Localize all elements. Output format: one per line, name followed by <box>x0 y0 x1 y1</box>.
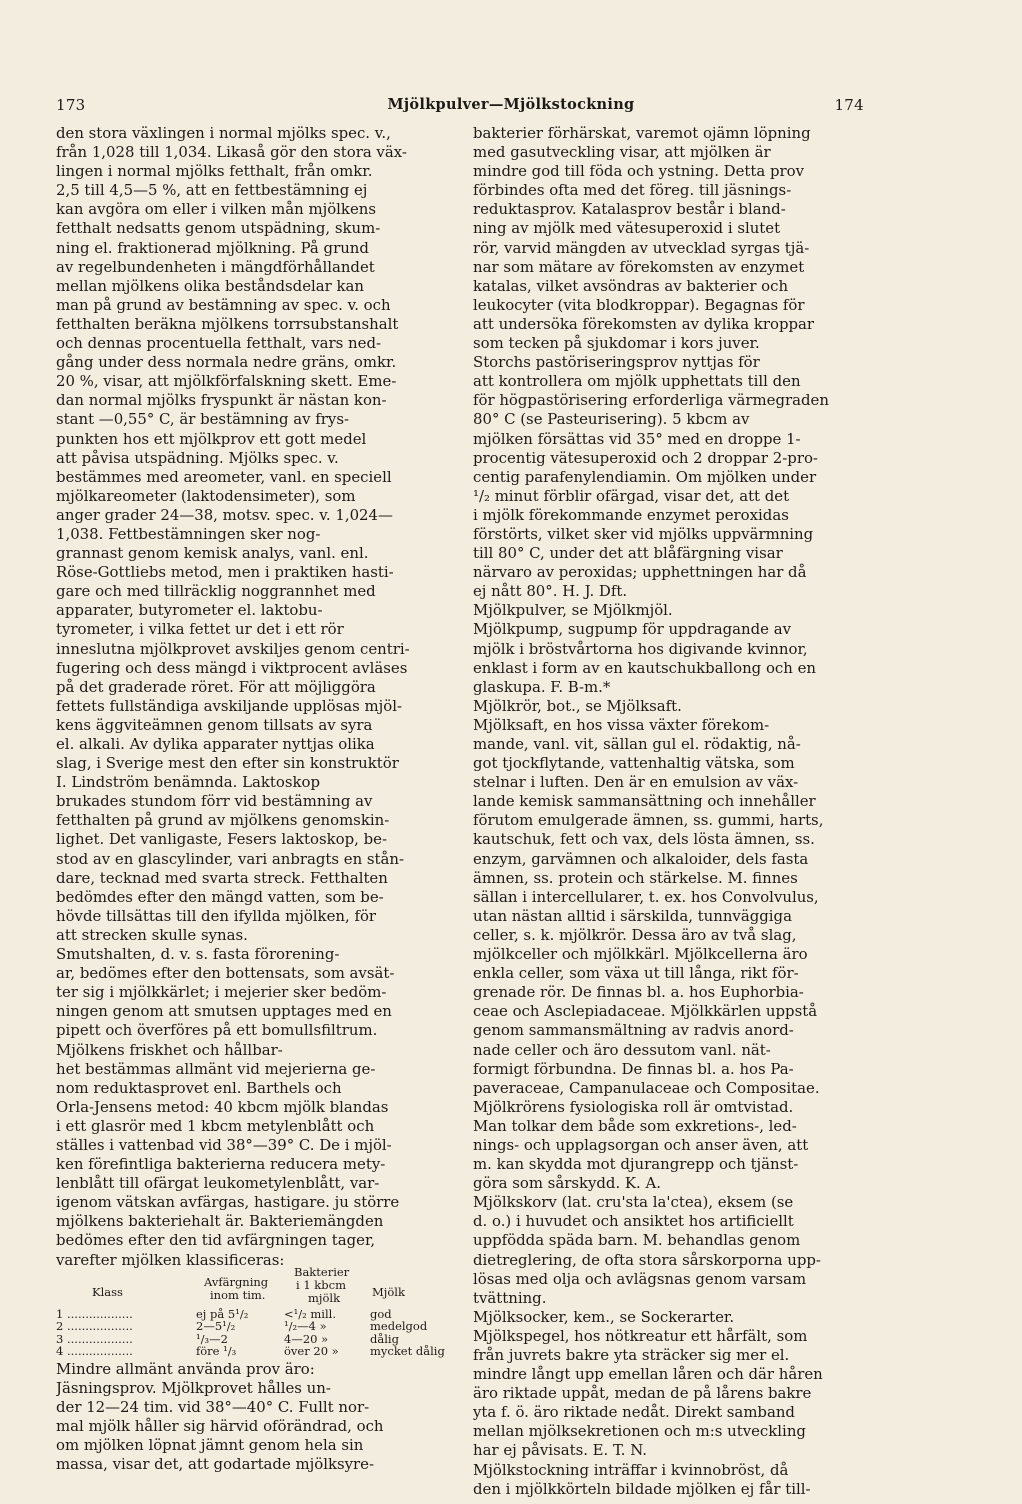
text-line: av regelbundenheten i mängdförhållandet <box>56 257 375 276</box>
text-line: mal mjölk håller sig härvid oförändrad, och <box>56 1416 384 1435</box>
text-line: varefter mjölken klassificeras: <box>56 1250 285 1269</box>
text-line: reduktasprov. Katalasprov består i bland- <box>473 200 786 219</box>
table-cell-klass: 2 .................. <box>56 1319 133 1334</box>
text-line: lenblått till ofärgat leukometylenblått, var- <box>56 1174 380 1193</box>
text-line: som tecken på sjukdomar i kors juver. <box>473 334 760 353</box>
text-line: katalas, vilket avsöndras av bakterier och <box>473 276 789 295</box>
text-line: gång under dess normala nedre gräns, omkr. <box>56 353 397 372</box>
text-line: pipett och överföres på ett bomullsfiltrum. <box>56 1021 378 1040</box>
text-line: mjölken försättas vid 35° med en droppe 1- <box>473 429 801 448</box>
table-cell-avfargning: ¹/₃—2 <box>196 1331 228 1346</box>
text-line: slag, i Sverige mest den efter sin konstruktör <box>56 754 399 773</box>
text-line: hövde tillsättas till den ifyllda mjölken, för <box>56 906 377 925</box>
text-line: d. o.) i huvudet och ansiktet hos artificiellt <box>473 1212 794 1231</box>
text-line: ter sig i mjölkkärlet; i mejerier sker bedöm- <box>56 983 387 1002</box>
text-line: fetthalten beräkna mjölkens torrsubstanshalt <box>56 314 399 333</box>
text-line: äro riktade uppåt, medan de på lårens bakre <box>473 1384 812 1403</box>
text-line: fetthalt nedsatts genom utspädning, skum- <box>56 219 381 238</box>
table-header-avfargning-1: Avfärgning <box>204 1274 269 1289</box>
text-line: brukades stundom förr vid bestämning av <box>56 792 373 811</box>
text-line: ning av mjölk med vätesuperoxid i slutet <box>473 219 781 238</box>
table-cell-bakterier: över 20 » <box>284 1344 339 1359</box>
text-line: mjölkceller och mjölkkärl. Mjölkcellerna äro <box>473 945 808 964</box>
text-line: dan normal mjölks fryspunkt är nästan kon- <box>56 391 387 410</box>
text-line: med gasutveckling visar, att mjölken är <box>473 143 771 162</box>
text-line: på det graderade röret. För att möjliggöra <box>56 677 376 696</box>
text-line: ämnen, ss. protein och stärkelse. M. finnes <box>473 868 798 887</box>
text-line: ceae och Asclepiadaceae. Mjölkkärlen uppstå <box>473 1002 818 1021</box>
text-line: utan nästan alltid i särskilda, tunnväggiga <box>473 906 792 925</box>
text-line: nom reduktasprovet enl. Barthels och <box>56 1078 342 1097</box>
text-line: nings- och upplagsorgan och anser även, att <box>473 1135 809 1154</box>
table-cell-klass: 1 .................. <box>56 1306 133 1321</box>
text-line: glaskupa. F. B-m.* <box>473 677 611 696</box>
text-line: kautschuk, fett och vax, dels lösta ämnen, ss. <box>473 830 815 849</box>
text-line: mjölkens bakteriehalt är. Bakteriemängden <box>56 1212 384 1231</box>
text-line: och dennas procentuella fetthalt, vars ned- <box>56 334 382 353</box>
text-line: apparater, butyrometer el. laktobu- <box>56 601 323 620</box>
text-line: tvättning. <box>473 1288 547 1307</box>
text-line: från juvrets bakre yta sträcker sig mer el. <box>473 1346 790 1364</box>
text-line: uppfödda späda barn. M. behandlas genom <box>473 1231 801 1250</box>
text-line: bestämmes med areometer, vanl. en speciell <box>56 467 392 486</box>
text-line: att undersöka förekomsten av dylika kroppar <box>473 314 815 333</box>
text-line: om mjölken löpnat jämnt genom hela sin <box>56 1436 364 1454</box>
text-line: mellan mjölksekretionen och m:s utveckling <box>473 1422 806 1441</box>
text-line: leukocyter (vita blodkroppar). Begagnas för <box>473 295 805 314</box>
left-column-top-text <box>56 124 452 1270</box>
text-line: m. kan skydda mot djurangrepp och tjänst- <box>473 1155 799 1174</box>
text-line: 2,5 till 4,5—5 %, att en fettbestämning ej <box>56 181 368 200</box>
text-line: dare, tecknad med svarta streck. Fetthalten <box>56 868 388 887</box>
text-line: enkla celler, som växa ut till långa, rikt för- <box>473 964 799 983</box>
text-line: att kontrollera om mjölk upphettats till den <box>473 372 801 391</box>
text-line: Storchs pastöriseringsprov nyttjas för <box>473 353 760 372</box>
text-line: att strecken skulle synas. <box>56 925 248 944</box>
text-line: Mjölkskorv (lat. cru'sta la'ctea), eksem (se <box>473 1193 794 1212</box>
text-line: Mjölkpulver, se Mjölkmjöl. <box>473 601 673 620</box>
text-line: procentig vätesuperoxid och 2 droppar 2-pro- <box>473 448 818 467</box>
text-line: nade celler och äro dessutom vanl. nät- <box>473 1040 771 1059</box>
table-cell-bakterier: ¹/₂—4 » <box>284 1319 327 1334</box>
text-line: formigt förbundna. De finnas bl. a. hos Pa- <box>473 1059 794 1078</box>
classification-table <box>56 1264 452 1359</box>
table-header-klass: Klass <box>92 1284 123 1299</box>
text-line: stant —0,55° C, är bestämning av frys- <box>56 410 350 429</box>
text-line: yta f. ö. äro riktade nedåt. Direkt samband <box>473 1403 795 1422</box>
text-line: göra som sårskydd. K. A. <box>473 1174 662 1193</box>
text-line: mindre god till föda och ystning. Detta prov <box>473 162 805 181</box>
text-line: mjölk i bröstvårtorna hos digivande kvinnor, <box>473 639 808 658</box>
table-cell-mjolk: dålig <box>370 1331 399 1346</box>
text-line: kan avgöra om eller i vilken mån mjölkens <box>56 200 377 219</box>
text-line: närvaro av peroxidas; upphettningen har då <box>473 563 807 582</box>
table-cell-klass: 4 .................. <box>56 1344 133 1359</box>
table-cell-avfargning: före ¹/₃ <box>196 1344 237 1359</box>
text-line: anger grader 24—38, motsv. spec. v. 1,024— <box>56 505 393 524</box>
table-cell-klass: 3 .................. <box>56 1331 133 1346</box>
text-line: Röse-Gottliebs metod, men i praktiken hasti- <box>56 563 394 582</box>
text-line: Mjölkpump, sugpump för uppdragande av <box>473 620 792 639</box>
text-line: Mjölkrör, bot., se Mjölksaft. <box>473 696 682 715</box>
text-line: grannast genom kemisk analys, vanl. enl. <box>56 544 369 563</box>
text-line: ningen genom att smutsen upptages med en <box>56 1002 392 1021</box>
text-line: från 1,028 till 1,034. Likaså gör den stora väx- <box>56 143 407 162</box>
text-line: för högpastörisering erforderliga värmegraden <box>473 391 829 410</box>
text-line: ar, bedömes efter den bottensats, som avsät- <box>56 964 395 983</box>
text-line: 20 %, visar, att mjölkförfalskning skett. Eme- <box>56 372 397 391</box>
table-header-mjolk: Mjölk <box>372 1284 405 1299</box>
text-line: I. Lindström benämnda. Laktoskop <box>56 773 320 792</box>
text-line: har ej påvisats. E. T. N. <box>473 1441 648 1460</box>
text-line: got tjockflytande, vattenhaltig vätska, som <box>473 754 795 773</box>
table-header-bakterier-3: mjölk <box>308 1290 341 1305</box>
page-number-left: 173 <box>56 96 86 114</box>
text-line: att påvisa utspädning. Mjölks spec. v. <box>56 448 339 467</box>
text-line: den stora växlingen i normal mjölks spec. v., <box>56 124 391 142</box>
text-line: ning el. fraktionerad mjölkning. På grund <box>56 238 369 257</box>
text-line: ken förefintliga bakterierna reducera mety- <box>56 1155 386 1174</box>
text-line: enklast i form av en kautschukballong och en <box>473 658 816 677</box>
text-line: den i mjölkkörteln bildade mjölken ej får till- <box>473 1479 811 1498</box>
text-line: der 12—24 tim. vid 38°—40° C. Fullt nor- <box>56 1397 370 1416</box>
text-line: förbindes ofta med det föreg. till jäsnings- <box>473 181 792 200</box>
text-line: mande, vanl. vit, sällan gul el. rödaktig, nå- <box>473 735 801 753</box>
text-line: ¹/₂ minut förblir ofärgad, visar det, att det <box>473 486 790 505</box>
text-line: massa, visar det, att godartade mjölksyre- <box>56 1455 375 1474</box>
table-cell-mjolk: god <box>370 1306 392 1321</box>
text-line: dietreglering, de ofta stora sårskorporna upp- <box>473 1250 821 1269</box>
table-cell-mjolk: medelgod <box>370 1319 428 1334</box>
text-line: enzym, garvämnen och alkaloider, dels fasta <box>473 849 809 868</box>
text-line: Mjölkspegel, hos nötkreatur ett hårfält, som <box>473 1326 808 1345</box>
text-line: förstörts, vilket sker vid mjölks uppvärmning <box>473 524 814 543</box>
left-column <box>56 124 452 1474</box>
text-line: i mjölk förekommande enzymet peroxidas <box>473 505 789 524</box>
left-column-bottom-text <box>56 1360 452 1475</box>
text-line: Mindre allmänt använda prov äro: <box>56 1359 315 1378</box>
text-line: bedömes efter den tid avfärgningen tager, <box>56 1231 376 1250</box>
text-line: fugering och dess mängd i viktprocent avläses <box>56 658 408 677</box>
text-line: lighet. Det vanligaste, Fesers laktoskop, be- <box>56 830 387 849</box>
text-line: Mjölkstockning inträffar i kvinnobröst, då <box>473 1460 789 1479</box>
table-row <box>56 1345 452 1358</box>
text-line: centig parafenylendiamin. Om mjölken under <box>473 467 817 486</box>
text-line: celler, s. k. mjölkrör. Dessa äro av två slag, <box>473 925 797 944</box>
text-line: kens äggviteämnen genom tillsats av syra <box>56 715 373 734</box>
text-line: bakterier förhärskat, varemot ojämn löpning <box>473 124 811 142</box>
text-line: Orla-Jensens metod: 40 kbcm mjölk blandas <box>56 1097 389 1116</box>
text-line: Mjölksocker, kem., se Sockerarter. <box>473 1307 735 1326</box>
right-column-text <box>473 124 869 1499</box>
text-line: fettets fullständiga avskiljande upplösas mjöl- <box>56 696 403 715</box>
text-line: stelnar i luften. Den är en emulsion av väx- <box>473 773 799 792</box>
text-line: till 80° C, under det att blåfärgning visar <box>473 544 783 563</box>
text-line: lösas med olja och avlägsnas genom varsam <box>473 1269 807 1288</box>
table-cell-avfargning: ej på 5¹/₂ <box>196 1306 249 1321</box>
text-line: stod av en glascylinder, vari anbragts en stån- <box>56 849 405 868</box>
text-line: ej nått 80°. H. J. Dft. <box>473 582 628 601</box>
text-line: lande kemisk sammansättning och innehåller <box>473 792 816 811</box>
text-line: el. alkali. Av dylika apparater nyttjas olika <box>56 735 375 753</box>
text-line: Mjölkens friskhet och hållbar- <box>56 1040 283 1059</box>
text-line: 80° C (se Pasteurisering). 5 kbcm av <box>473 410 750 429</box>
text-line: man på grund av bestämning av spec. v. och <box>56 295 391 314</box>
text-line: sällan i intercellularer, t. ex. hos Convolvulus, <box>473 887 819 906</box>
right-column <box>473 124 869 1499</box>
text-line: mindre långt upp emellan låren och där håren <box>473 1365 823 1384</box>
text-line: lingen i normal mjölks fetthalt, från omkr. <box>56 162 373 181</box>
running-title: Mjölkpulver—Mjölkstockning <box>387 96 635 113</box>
table-header-avfargning-2: inom tim. <box>210 1287 266 1302</box>
table-cell-bakterier: 4—20 » <box>284 1331 329 1346</box>
table-cell-avfargning: 2—5¹/₂ <box>196 1319 236 1334</box>
text-line: tyrometer, i vilka fettet ur det i ett rör <box>56 620 344 639</box>
text-line: het bestämmas allmänt vid mejerierna ge- <box>56 1059 376 1078</box>
text-line: punkten hos ett mjölkprov ett gott medel <box>56 429 367 448</box>
text-line: nar som mätare av förekomsten av enzymet <box>473 257 805 276</box>
text-line: inneslutna mjölkprovet avskiljes genom centri- <box>56 639 410 658</box>
text-line: paveraceae, Campanulaceae och Compositae. <box>473 1078 820 1097</box>
text-line: mellan mjölkens olika beståndsdelar kan <box>56 276 364 295</box>
text-line: Mjölkrörens fysiologiska roll är omtvistad. <box>473 1097 794 1116</box>
table-cell-bakterier: <¹/₂ mill. <box>284 1306 336 1321</box>
text-line: Jäsningsprov. Mjölkprovet hålles un- <box>56 1378 331 1397</box>
page-number-right: 174 <box>834 96 864 114</box>
text-line: i ett glasrör med 1 kbcm metylenblått och <box>56 1116 375 1135</box>
text-line: ställes i vattenbad vid 38°—39° C. De i mjöl- <box>56 1135 392 1154</box>
text-line: gare och med tillräcklig noggrannhet med <box>56 582 376 601</box>
table-header-bakterier-1: Bakterier <box>294 1264 350 1279</box>
text-line: fetthalten på grund av mjölkens genomskin- <box>56 811 390 830</box>
text-line: 1,038. Fettbestämningen sker nog- <box>56 524 321 543</box>
text-line: genom sammansmältning av radvis anord- <box>473 1021 794 1040</box>
text-line: Smutshalten, d. v. s. fasta förorening- <box>56 945 340 964</box>
text-line: rör, varvid mängden av utvecklad syrgas tjä- <box>473 238 810 257</box>
text-line: Man tolkar dem både som exkretions-, led- <box>473 1116 797 1135</box>
table-cell-mjolk: mycket dålig <box>370 1344 445 1359</box>
text-line: bedömdes efter den mängd vatten, som be- <box>56 887 384 906</box>
text-line: förutom emulgerade ämnen, ss. gummi, harts, <box>473 811 824 830</box>
table-header-bakterier-2: i 1 kbcm <box>296 1277 346 1292</box>
text-line: igenom vätskan avfärgas, hastigare. ju större <box>56 1193 400 1212</box>
text-line: mjölkareometer (laktodensimeter), som <box>56 486 356 505</box>
text-line: Mjölksaft, en hos vissa växter förekom- <box>473 715 770 734</box>
text-line: grenade rör. De finnas bl. a. hos Euphorbia- <box>473 983 804 1002</box>
